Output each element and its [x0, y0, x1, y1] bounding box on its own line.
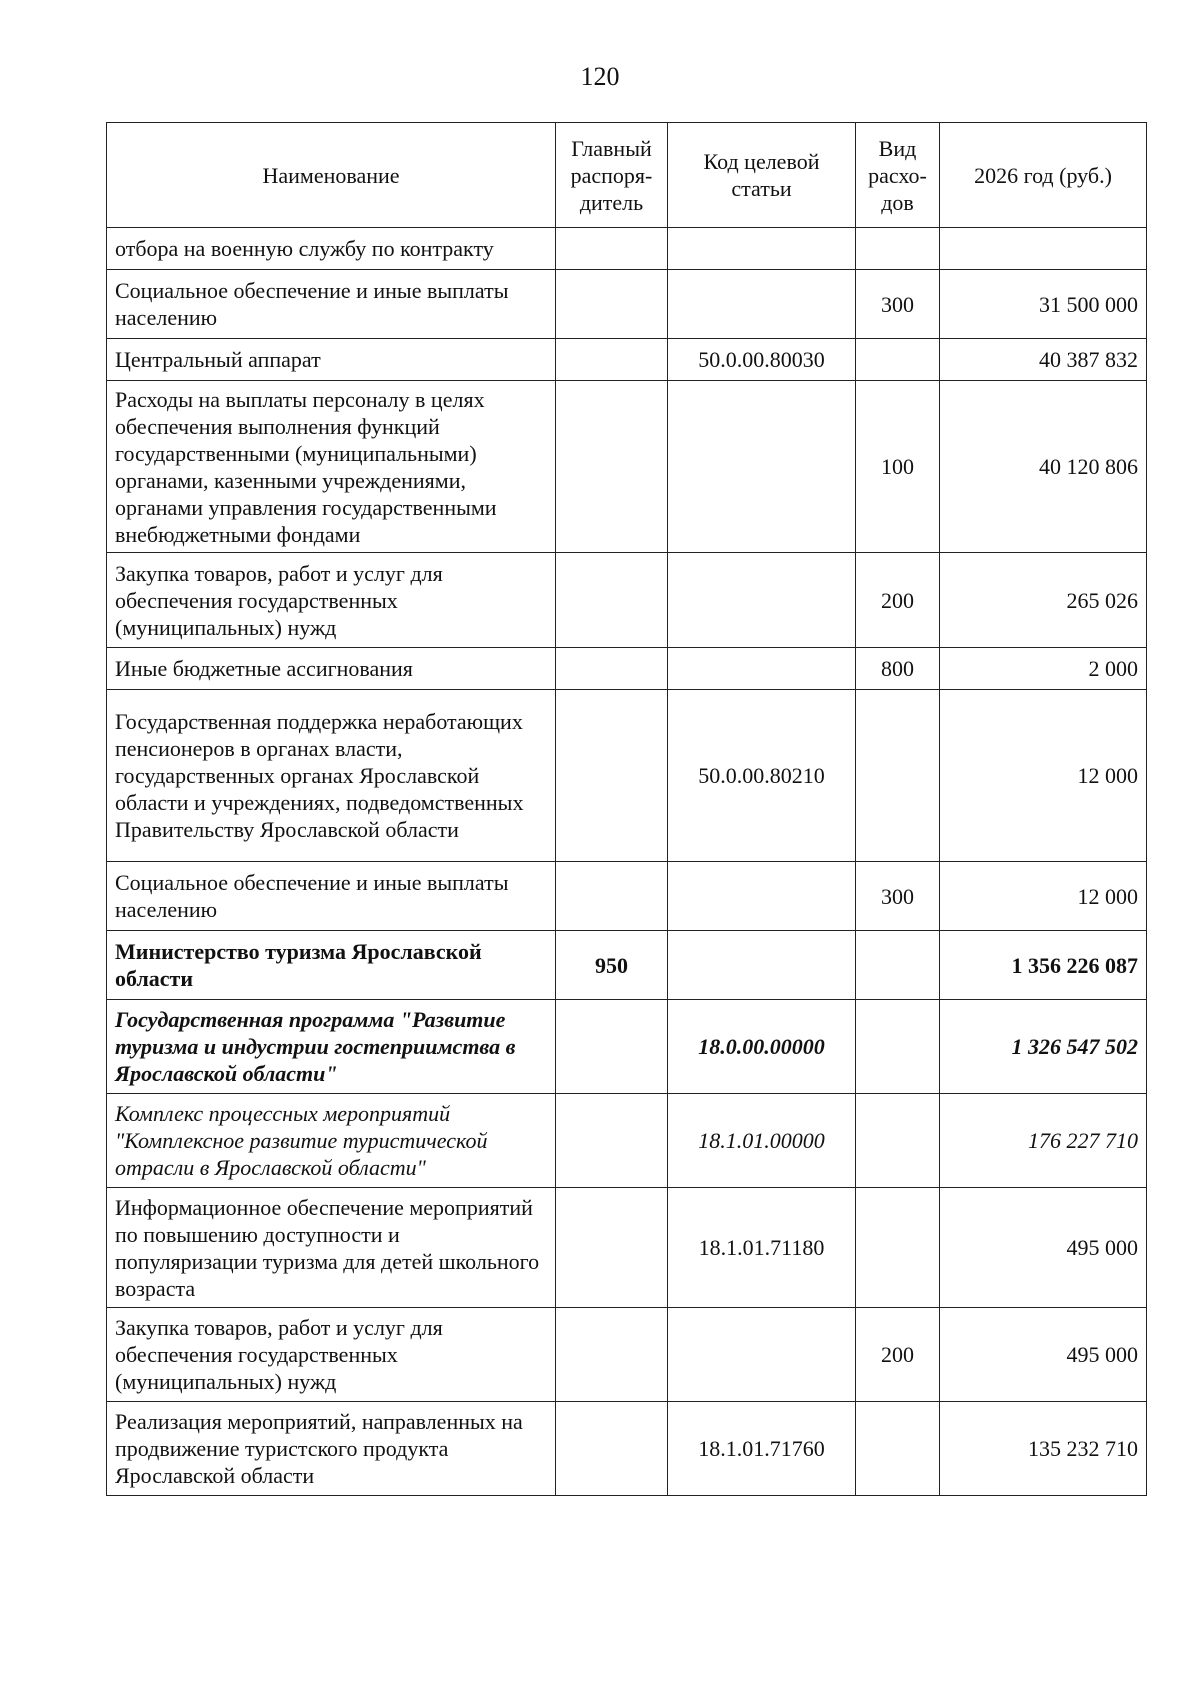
budget-table — [106, 122, 1147, 1496]
cell-name: Реализация мероприятий, направленных на продвижение туристского продукта Ярославской области — [107, 1402, 556, 1496]
cell-amount: 135 232 710 — [940, 1402, 1147, 1496]
cell-name: Комплекс процессных мероприятий "Комплексное развитие туристической отрасли в Ярославской области" — [107, 1094, 556, 1188]
cell-type — [856, 1000, 940, 1094]
cell-code — [668, 862, 856, 931]
cell-name: Государственная поддержка неработающих пенсионеров в органах власти, государственных органах Ярославской области и учреждениях, подведомственных Правительству Ярославской области — [107, 690, 556, 862]
header-name: Наименование — [107, 123, 556, 228]
cell-code: 50.0.00.80030 — [668, 339, 856, 381]
cell-code: 50.0.00.80210 — [668, 690, 856, 862]
cell-name: Социальное обеспечение и иные выплаты населению — [107, 862, 556, 931]
header-code: Код целевой статьи — [668, 123, 856, 228]
table-row — [107, 690, 1147, 862]
cell-amount: 40 387 832 — [940, 339, 1147, 381]
cell-code — [668, 931, 856, 1000]
cell-name: Иные бюджетные ассигнования — [107, 648, 556, 690]
table-row — [107, 648, 1147, 690]
cell-amount: 495 000 — [940, 1308, 1147, 1402]
cell-code: 18.1.01.71180 — [668, 1188, 856, 1308]
table-row — [107, 381, 1147, 553]
cell-admin — [556, 862, 668, 931]
table-row — [107, 270, 1147, 339]
cell-amount: 12 000 — [940, 862, 1147, 931]
table-row — [107, 228, 1147, 270]
cell-admin — [556, 1188, 668, 1308]
header-amount: 2026 год (руб.) — [940, 123, 1147, 228]
cell-type — [856, 228, 940, 270]
cell-type — [856, 690, 940, 862]
cell-name: Государственная программа "Развитие туризма и индустрии гостеприимства в Ярославской области" — [107, 1000, 556, 1094]
cell-admin — [556, 270, 668, 339]
cell-amount: 176 227 710 — [940, 1094, 1147, 1188]
cell-admin — [556, 1308, 668, 1402]
cell-code — [668, 270, 856, 339]
cell-name: Закупка товаров, работ и услуг для обеспечения государственных (муниципальных) нужд — [107, 1308, 556, 1402]
cell-type: 300 — [856, 270, 940, 339]
cell-code: 18.1.01.00000 — [668, 1094, 856, 1188]
cell-type: 800 — [856, 648, 940, 690]
cell-amount — [940, 228, 1147, 270]
cell-admin — [556, 1402, 668, 1496]
header-type: Вид расхо-дов — [856, 123, 940, 228]
cell-amount: 12 000 — [940, 690, 1147, 862]
cell-code — [668, 228, 856, 270]
cell-name: Закупка товаров, работ и услуг для обеспечения государственных (муниципальных) нужд — [107, 553, 556, 648]
table-row — [107, 339, 1147, 381]
cell-type: 300 — [856, 862, 940, 931]
cell-admin — [556, 690, 668, 862]
page-number: 120 — [580, 62, 620, 91]
cell-name: Министерство туризма Ярославской области — [107, 931, 556, 1000]
cell-type: 100 — [856, 381, 940, 553]
table-header-row — [107, 123, 1147, 228]
cell-name: Центральный аппарат — [107, 339, 556, 381]
cell-name: Социальное обеспечение и иные выплаты населению — [107, 270, 556, 339]
cell-code: 18.1.01.71760 — [668, 1402, 856, 1496]
table-row — [107, 1402, 1147, 1496]
table-row — [107, 931, 1147, 1000]
cell-name: Расходы на выплаты персоналу в целях обеспечения выполнения функций государственными (муниципальными) органами, казенными учреждениями, органами управления государственными внебюджетными фондами — [107, 381, 556, 553]
cell-code — [668, 1308, 856, 1402]
cell-code — [668, 553, 856, 648]
cell-amount: 1 326 547 502 — [940, 1000, 1147, 1094]
table-row — [107, 1000, 1147, 1094]
cell-admin — [556, 381, 668, 553]
cell-amount: 2 000 — [940, 648, 1147, 690]
cell-admin — [556, 228, 668, 270]
cell-name: отбора на военную службу по контракту — [107, 228, 556, 270]
table-row — [107, 1308, 1147, 1402]
cell-amount: 40 120 806 — [940, 381, 1147, 553]
cell-code: 18.0.00.00000 — [668, 1000, 856, 1094]
cell-admin — [556, 1000, 668, 1094]
table-row — [107, 553, 1147, 648]
header-admin: Главный распоря-дитель — [556, 123, 668, 228]
cell-amount: 1 356 226 087 — [940, 931, 1147, 1000]
cell-admin: 950 — [556, 931, 668, 1000]
table-row — [107, 1188, 1147, 1308]
cell-amount: 495 000 — [940, 1188, 1147, 1308]
table-row — [107, 862, 1147, 931]
cell-code — [668, 648, 856, 690]
cell-amount: 265 026 — [940, 553, 1147, 648]
cell-type — [856, 931, 940, 1000]
table-row — [107, 1094, 1147, 1188]
cell-type: 200 — [856, 553, 940, 648]
cell-type — [856, 1402, 940, 1496]
cell-type — [856, 339, 940, 381]
cell-name: Информационное обеспечение мероприятий по повышению доступности и популяризации туризма для детей школьного возраста — [107, 1188, 556, 1308]
cell-type — [856, 1188, 940, 1308]
cell-admin — [556, 553, 668, 648]
cell-code — [668, 381, 856, 553]
cell-type: 200 — [856, 1308, 940, 1402]
cell-admin — [556, 339, 668, 381]
cell-admin — [556, 648, 668, 690]
cell-type — [856, 1094, 940, 1188]
cell-amount: 31 500 000 — [940, 270, 1147, 339]
cell-admin — [556, 1094, 668, 1188]
